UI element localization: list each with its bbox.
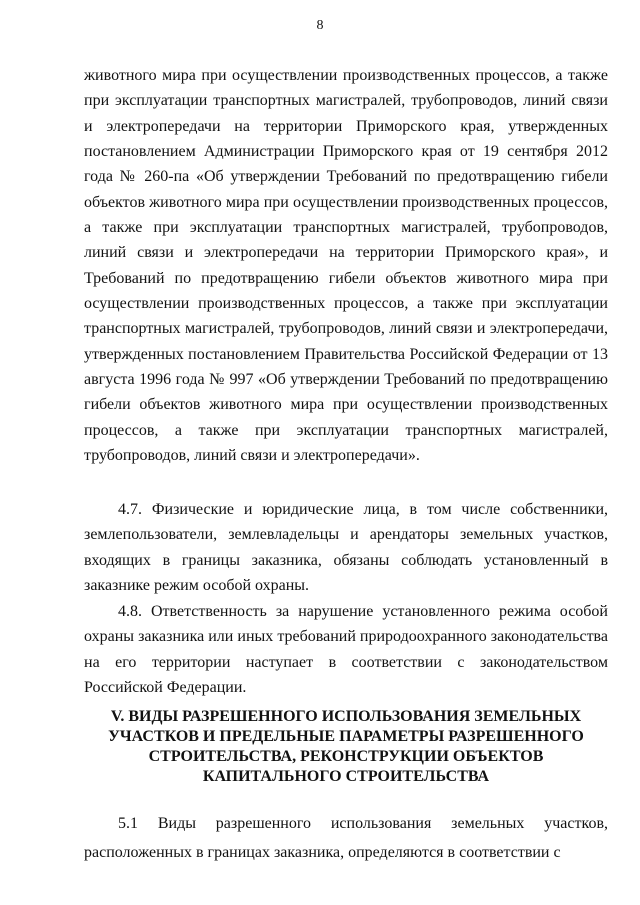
page-number: 8 [316, 18, 324, 33]
paragraph-5-1: 5.1 Виды разрешенного использования земельных участков, расположенных в границах заказника, определяются в соответствии с [84, 815, 608, 861]
section-v-heading: V. ВИДЫ РАЗРЕШЕННОГО ИСПОЛЬЗОВАНИЯ ЗЕМЕЛЬНЫХ УЧАСТКОВ И ПРЕДЕЛЬНЫЕ ПАРАМЕТРЫ РАЗРЕШЕННОГО СТРОИТЕЛЬСТВА, РЕКОНСТРУКЦИИ ОБЪЕКТОВ КАПИТАЛЬНОГО СТРОИТЕЛЬСТВА [108, 708, 584, 785]
paragraph-4-7: 4.7. Физические и юридические лица, в том числе собственники, землепользователи, землевладельцы и арендаторы земельных участков, входящих в границы заказника, обязаны соблюдать установленный в заказнике режим особой охраны. [84, 501, 608, 595]
continued-paragraph: животного мира при осуществлении производственных процессов, а также при эксплуатации транспортных магистралей, трубопроводов, линий связи и электропередачи на территории Приморского края, утвержденных постановлением Администрации Приморского края от 19 сентября 2012 года № 260-па «Об утверждении Требований по предотвращению гибели объектов животного мира при осуществлении производственных процессов, а также при эксплуатации транспортных магистралей, трубопроводов, линий связи и электропередачи на территории Приморского края», и Требований по предотвращению гибели объектов животного мира при осуществлении производственных процессов, а также при эксплуатации транспортных магистралей, трубопроводов, линий связи и электропередачи, утвержденных постановлением Правительства Российской Федерации от 13 августа 1996 года № 997 «Об утверждении Требований по предотвращению гибели объектов животного мира при осуществлении производственных процессов, а также при эксплуатации транспортных магистралей, трубопроводов, линий связи и электропередачи». [84, 67, 608, 465]
continued-paragraph-block [84, 63, 608, 469]
paragraph-4-8: 4.8. Ответственность за нарушение установленного режима особой охраны заказника или иных требований природоохранного законодательства на его территории наступает в соответствии с законодательством Российской Федерации. [84, 603, 608, 697]
